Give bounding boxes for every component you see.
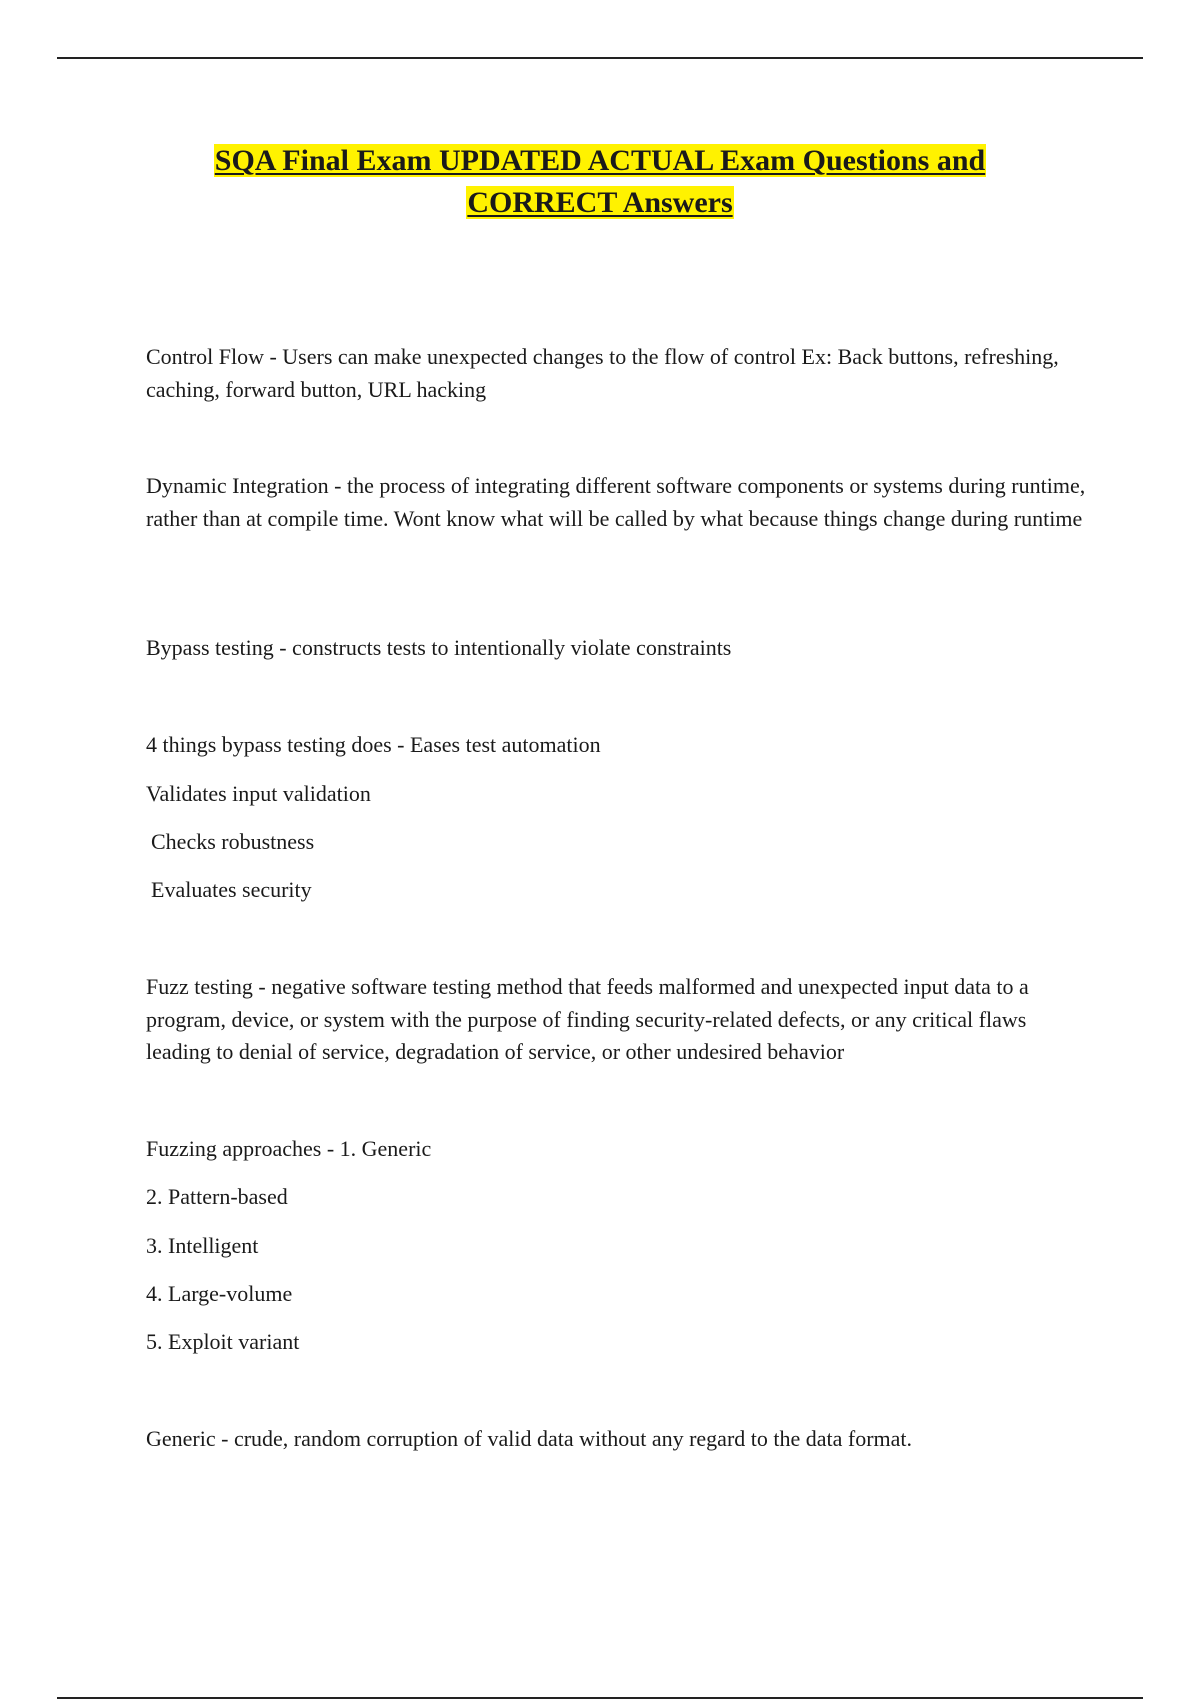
list-item: Evaluates security: [151, 877, 312, 902]
entry-bypass-testing: Bypass testing - constructs tests to intentionally violate constraints: [146, 635, 732, 660]
list-item: 5. Exploit variant: [146, 1329, 300, 1354]
title-line-2: CORRECT Answers: [467, 186, 733, 219]
title-line-1: SQA Final Exam UPDATED ACTUAL Exam Questions and: [214, 144, 986, 177]
list-item: 4. Large-volume: [146, 1281, 293, 1306]
list-item: 3. Intelligent: [146, 1233, 259, 1258]
entry-control-flow: Control Flow - Users can make unexpected changes to the flow of control Ex: Back buttons, refreshing, caching, forward button, URL hacking: [146, 344, 1059, 402]
entry-fuzz-testing: Fuzz testing - negative software testing method that feeds malformed and unexpected input data to a program, device, or system with the purpose of finding security-related defects, or any critical flaws leading to denial of service, degradation of service, or other undesired behavior: [146, 974, 1029, 1064]
bottom-rule: [57, 1697, 1143, 1699]
document-title: [0, 140, 1200, 224]
list-item: Checks robustness: [151, 829, 315, 854]
list-item: Validates input validation: [146, 781, 371, 806]
entry-dynamic-integration: Dynamic Integration - the process of integrating different software components or systems during runtime, rather than at compile time. Wont know what will be called by what because things change during runtime: [146, 473, 1086, 531]
top-rule: [57, 57, 1143, 59]
entry-bypass-testing-does: 4 things bypass testing does - Eases test automation: [146, 732, 601, 757]
entry-fuzzing-approaches: Fuzzing approaches - 1. Generic: [146, 1136, 432, 1161]
entry-generic: Generic - crude, random corruption of valid data without any regard to the data format.: [146, 1426, 913, 1451]
list-item: 2. Pattern-based: [146, 1184, 288, 1209]
